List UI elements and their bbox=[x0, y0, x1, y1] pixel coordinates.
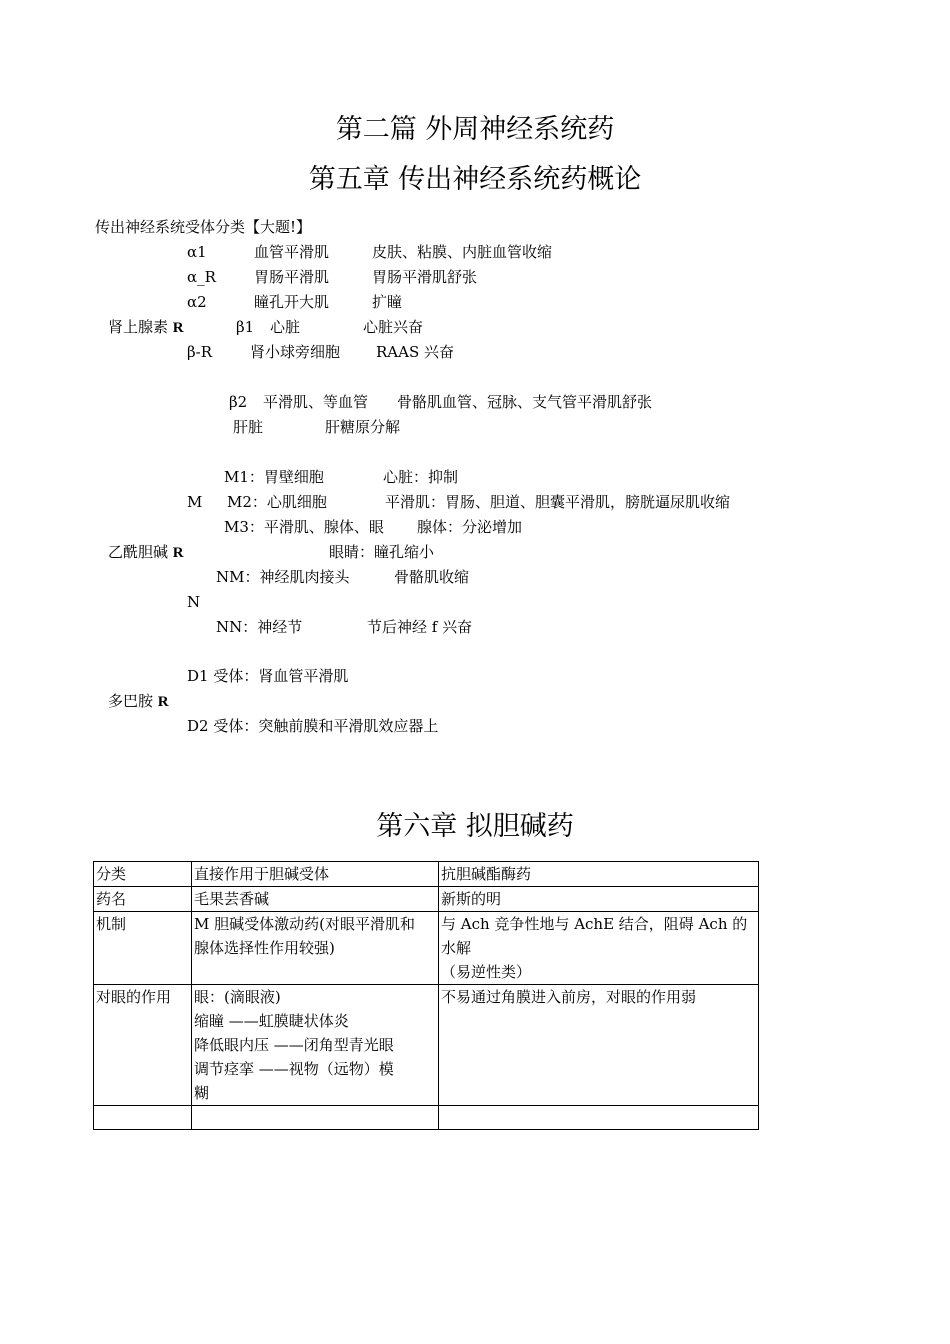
table-cell bbox=[192, 1106, 439, 1130]
chapter-6-title: 第六章 拟胆碱药 bbox=[376, 811, 574, 842]
table-row bbox=[94, 985, 759, 1106]
table-cell bbox=[439, 912, 759, 985]
m3-label: M3：平滑肌、腺体、眼 bbox=[224, 518, 384, 536]
m2-effect: 平滑肌：胃肠、胆道、胆囊平滑肌，膀胱逼尿肌收缩 bbox=[385, 493, 731, 511]
alpha1-label: α1 bbox=[187, 243, 207, 261]
beta1-label: β1 bbox=[236, 318, 255, 336]
beta1-site: 心脏 bbox=[270, 318, 301, 336]
cell-line: （易逆性类） bbox=[441, 963, 532, 981]
liver-label: 肝脏 bbox=[233, 418, 264, 436]
table-cell: 分类 bbox=[94, 862, 192, 887]
nm-label: NM：神经肌肉接头 bbox=[216, 568, 350, 586]
cell-line: 眼：(滴眼液) bbox=[194, 988, 281, 1006]
nm-effect: 骨骼肌收缩 bbox=[394, 568, 470, 586]
beta-r-label: β-R bbox=[187, 343, 213, 361]
n-label: N bbox=[187, 593, 201, 611]
beta2-effect: 骨骼肌血管、冠脉、支气管平滑肌舒张 bbox=[397, 393, 653, 411]
table-cell bbox=[192, 912, 439, 985]
drug-comparison-table bbox=[93, 861, 759, 1130]
m1-label: M1：胃壁细胞 bbox=[224, 468, 324, 486]
dopamine-label: 多巴胺 R bbox=[108, 692, 169, 710]
table-cell: 抗胆碱酯酶药 bbox=[439, 862, 759, 887]
cell-line: 降低眼内压 ——闭角型青光眼 bbox=[194, 1036, 394, 1054]
receptor-heading: 传出神经系统受体分类【大题!】 bbox=[95, 218, 312, 236]
d2-label: D2 受体：突触前膜和平滑肌效应器上 bbox=[187, 717, 439, 735]
alpha2-effect: 扩瞳 bbox=[372, 293, 403, 311]
m3-effect: 腺体：分泌增加 bbox=[417, 518, 523, 536]
table-cell: 机制 bbox=[94, 912, 192, 985]
alpha-r-effect: 胃肠平滑肌舒张 bbox=[372, 268, 478, 286]
nn-label: NN：神经节 bbox=[216, 618, 303, 636]
table-cell: 药名 bbox=[94, 887, 192, 912]
table-cell bbox=[94, 1106, 192, 1130]
beta-r-site: 肾小球旁细胞 bbox=[250, 343, 341, 361]
table-row bbox=[94, 887, 759, 912]
cell-line: 水解 bbox=[441, 939, 472, 957]
nn-effect: 节后神经 f 兴奋 bbox=[367, 618, 473, 636]
liver-effect: 肝糖原分解 bbox=[325, 418, 401, 436]
table-cell bbox=[192, 985, 439, 1106]
table-cell bbox=[439, 1106, 759, 1130]
table-cell: 直接作用于胆碱受体 bbox=[192, 862, 439, 887]
acetylcholine-label: 乙酰胆碱 R bbox=[108, 543, 184, 561]
eye-effect: 眼睛：瞳孔缩小 bbox=[329, 543, 435, 561]
beta2-label: β2 bbox=[229, 393, 248, 411]
alpha-r-label: α_R bbox=[187, 268, 216, 286]
alpha1-effect: 皮肤、粘膜、内脏血管收缩 bbox=[372, 243, 553, 261]
table-row bbox=[94, 1106, 759, 1130]
cell-line: 与 Ach 竞争性地与 AchE 结合，阻碍 Ach 的 bbox=[441, 915, 748, 933]
alpha2-site: 瞳孔开大肌 bbox=[254, 293, 330, 311]
beta1-effect: 心脏兴奋 bbox=[363, 318, 424, 336]
m1-effect: 心脏：抑制 bbox=[383, 468, 459, 486]
cell-line: 糊 bbox=[194, 1084, 210, 1102]
cell-line: 缩瞳 ——虹膜睫状体炎 bbox=[194, 1012, 349, 1030]
beta-r-effect: RAAS 兴奋 bbox=[376, 343, 455, 361]
adrenaline-label: 肾上腺素 R bbox=[108, 318, 184, 336]
table-cell: 毛果芸香碱 bbox=[192, 887, 439, 912]
chapter-5-title: 第五章 传出神经系统药概论 bbox=[308, 164, 642, 195]
part-title: 第二篇 外周神经系统药 bbox=[335, 114, 615, 145]
cell-line: M 胆碱受体激动药(对眼平滑肌和 bbox=[194, 915, 415, 933]
cell-line: 调节痉挛 ——视物（远物）模 bbox=[194, 1060, 394, 1078]
alpha2-label: α2 bbox=[187, 293, 207, 311]
table-cell: 对眼的作用 bbox=[94, 985, 192, 1106]
alpha-r-site: 胃肠平滑肌 bbox=[254, 268, 330, 286]
table-row bbox=[94, 912, 759, 985]
table-cell bbox=[439, 985, 759, 1106]
table-row bbox=[94, 862, 759, 887]
cell-line: 腺体选择性作用较强) bbox=[194, 939, 335, 957]
cell-line: 不易通过角膜进入前房，对眼的作用弱 bbox=[441, 988, 697, 1006]
alpha1-site: 血管平滑肌 bbox=[254, 243, 330, 261]
beta2-site: 平滑肌、等血管 bbox=[263, 393, 369, 411]
table-cell: 新斯的明 bbox=[439, 887, 759, 912]
m2-label: M2：心肌细胞 bbox=[227, 493, 327, 511]
m-label: M bbox=[187, 493, 203, 511]
d1-label: D1 受体：肾血管平滑肌 bbox=[187, 667, 349, 685]
